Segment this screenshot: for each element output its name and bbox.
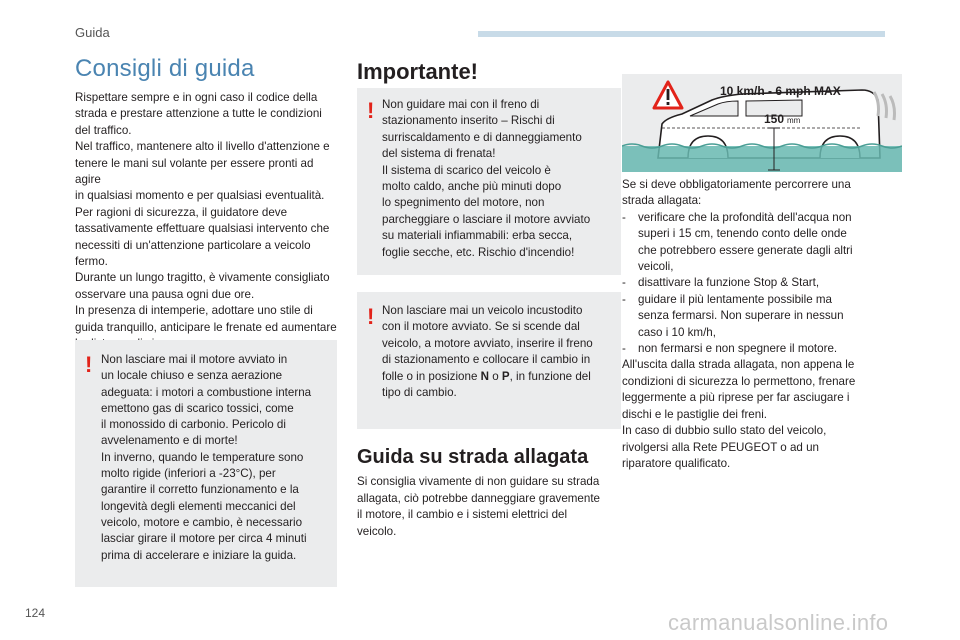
intro-text xyxy=(75,90,340,353)
warning-line: il monossido di carbonio. Pericolo di xyxy=(101,418,286,432)
warning-line: garantire il corretto funzionamento e la xyxy=(101,483,299,497)
speed-limit-label: 10 km/h - 6 mph MAX xyxy=(720,84,841,98)
warning-line: prima di accelerare e iniziare la guida. xyxy=(101,548,297,562)
flooded-road-illustration xyxy=(622,74,902,172)
warning-line: lo spegnimento del motore, non xyxy=(382,196,545,210)
warning-line: tipo di cambio. xyxy=(382,386,457,400)
page-title: Consigli di guida xyxy=(75,55,255,82)
intro-line: Per ragioni di sicurezza, il guidatore deve xyxy=(75,205,288,219)
warning-line: un locale chiuso e senza aerazione xyxy=(101,369,283,383)
list-item xyxy=(622,341,902,357)
warning-line: veicolo, a motore avviato, inserire il freno xyxy=(382,336,593,350)
gear-p-label: P xyxy=(501,369,510,383)
warning-line: Non guidare mai con il freno di xyxy=(382,98,540,111)
warning-box-brake xyxy=(357,88,621,275)
instructions-intro-line: strada allagata: xyxy=(622,194,702,208)
intro-line: Durante un lungo tragitto, è vivamente consigliato xyxy=(75,271,330,285)
instructions-outro-line: rivolgersi alla Rete PEUGEOT o ad un xyxy=(622,440,819,454)
warning-line: foglie secche, etc. Rischio d'incendio! xyxy=(382,245,575,259)
list-line: veicoli, xyxy=(638,260,674,274)
intro-line: tenere le mani sul volante per essere pronti ad agire xyxy=(75,156,314,187)
header-bar xyxy=(478,31,885,37)
warning-box-unattended xyxy=(357,292,621,429)
list-item xyxy=(622,292,902,341)
intro-line: tassativamente effettuare qualsiasi intervento che xyxy=(75,222,330,236)
gear-n-label: N xyxy=(480,369,489,383)
warning-line: molto caldo, anche più minuti dopo xyxy=(382,180,562,194)
instructions-outro-line: riparatore qualificato. xyxy=(622,456,731,470)
watermark: carmanualsonline.info xyxy=(668,610,889,635)
instructions-outro-line: condizioni di sicurezza lo permettono, frenare xyxy=(622,374,856,388)
text-run: o xyxy=(488,369,502,383)
instructions-outro-line: All'uscita dalla strada allagata, non appena le xyxy=(622,358,855,372)
page-number: 124 xyxy=(25,606,46,620)
instructions-outro-line: dischi e le pastiglie dei freni. xyxy=(622,407,768,421)
warning-line: con il motore avviato. Se si scende dal xyxy=(382,320,580,334)
warning-text xyxy=(101,352,333,564)
car-in-water-graphic xyxy=(622,74,902,172)
warning-line: adeguata: i motori a combustione interna xyxy=(101,385,312,399)
instructions-intro-line: Se si deve obbligatoriamente percorrere una xyxy=(622,178,851,191)
warning-triangle-icon xyxy=(654,82,682,108)
list-line: - disattivare la funzione Stop & Start, xyxy=(638,276,820,290)
flood-line: Si consiglia vivamente di non guidare su strada xyxy=(357,475,600,488)
text-run: folle o in posizione xyxy=(382,369,481,383)
flood-text xyxy=(357,474,623,540)
warning-line: longevità degli elementi meccanici del xyxy=(101,499,296,513)
list-line: - non fermarsi e non spegnere il motore. xyxy=(638,342,838,356)
intro-line: in qualsiasi momento e per qualsiasi eventualità. xyxy=(75,189,325,203)
warning-line: In inverno, quando le temperature sono xyxy=(101,450,304,464)
warning-line: Non lasciare mai un veicolo incustodito xyxy=(382,304,583,317)
warning-line: su materiali infiammabili: erba secca, xyxy=(382,229,573,243)
warning-exclamation-icon: ! xyxy=(85,352,93,377)
warning-exclamation-icon: ! xyxy=(367,304,375,329)
warning-line: Il sistema di scarico del veicolo è xyxy=(382,163,551,177)
instructions-outro-line: In caso di dubbio sullo stato del veicolo, xyxy=(622,424,827,438)
warning-line: veicolo, motore e cambio, è necessario xyxy=(101,515,303,529)
depth-unit-label: mm xyxy=(787,116,801,125)
warning-text xyxy=(382,97,618,261)
list-line: superi i 15 cm, tenendo conto delle onde xyxy=(638,227,847,241)
text-run: , in funzione del xyxy=(509,369,591,383)
flood-line: il motore, il cambio e i sistemi elettrici del xyxy=(357,508,568,521)
intro-line: necessiti di un'attenzione particolare a veicolo xyxy=(75,238,311,252)
warning-line: di stazionamento e collocare il cambio in xyxy=(382,353,591,367)
instructions-list xyxy=(622,210,902,358)
intro-line: In presenza di intemperie, adottare uno stile di xyxy=(75,304,313,318)
flood-line: veicolo. xyxy=(357,524,397,538)
warning-exclamation-icon: ! xyxy=(367,98,375,123)
warning-line: surriscaldamento e di danneggiamento xyxy=(382,130,582,144)
list-line: che potrebbero essere generate dagli altri xyxy=(638,243,853,257)
intro-line: fermo. xyxy=(75,255,108,269)
list-line: - guidare il più lentamente possibile ma xyxy=(638,292,832,306)
list-line: caso i 10 km/h, xyxy=(638,325,716,339)
warning-line: stazionamento inserito – Rischi di xyxy=(382,114,555,128)
instructions-outro-line: leggermente a più riprese per far asciugare i xyxy=(622,391,850,405)
warning-line: del sistema di frenata! xyxy=(382,147,496,161)
warning-line xyxy=(382,369,618,385)
warning-text xyxy=(382,303,618,401)
warning-line: molto rigide (inferiori a -23°C), per xyxy=(101,467,276,481)
warning-line: parcheggiare o lasciare il motore avviato xyxy=(382,212,591,226)
intro-line: strada e prestare attenzione a tutte le condizioni xyxy=(75,107,322,121)
flood-heading: Guida su strada allagata xyxy=(357,446,589,468)
flood-instructions xyxy=(622,177,902,472)
warning-line: emettono gas di scarico tossici, come xyxy=(101,401,294,415)
intro-line: guida tranquillo, anticipare le frenate ed aumentare xyxy=(75,320,337,334)
warning-box-engine xyxy=(75,340,337,587)
warning-line: Non lasciare mai il motore avviato in xyxy=(101,353,288,366)
warning-line: avvelenamento e di morte! xyxy=(101,434,238,448)
list-line: senza fermarsi. Non superare in nessun xyxy=(638,309,844,323)
section-label: Guida xyxy=(75,25,110,40)
depth-value-label: 150 xyxy=(764,112,785,126)
intro-line: Nel traffico, mantenere alto il livello d'attenzione e xyxy=(75,140,330,154)
list-line: - verificare che la profondità dell'acqua non xyxy=(638,210,852,224)
intro-line: Rispettare sempre e in ogni caso il codice della xyxy=(75,91,318,104)
warning-line: lasciar girare il motore per circa 4 minuti xyxy=(101,532,307,546)
important-heading: Importante! xyxy=(357,59,478,84)
list-item xyxy=(622,275,902,291)
flood-line: allagata, ciò potrebbe danneggiare gravemente xyxy=(357,491,600,505)
intro-line: osservare una pausa ogni due ore. xyxy=(75,287,255,301)
list-item xyxy=(622,210,902,276)
intro-line: del traffico. xyxy=(75,123,132,137)
